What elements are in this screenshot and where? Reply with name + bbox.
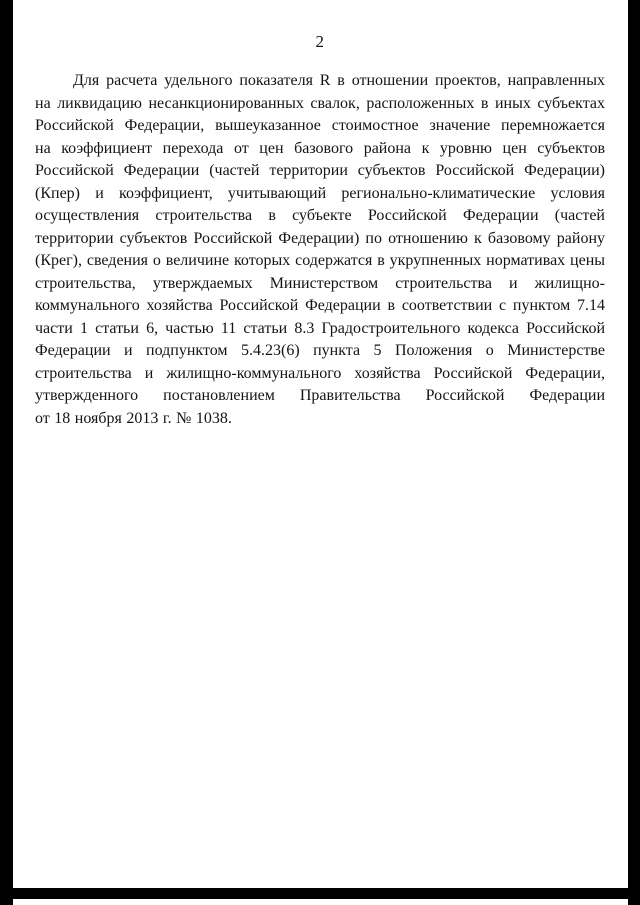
text-line: Российской Федерации (частей территории субъектов Российской Федерации) [35, 162, 605, 179]
text-line: строительства, утверждаемых Министерством строительства и жилищно- [35, 274, 605, 292]
text-line: осуществления строительства в субъекте Российской Федерации (частей [35, 207, 605, 224]
scan-border-right [628, 0, 640, 905]
text-line: на ликвидацию несанкционированных свалок, расположенных в иных субъектах [35, 94, 605, 112]
page-number: 2 [315, 32, 325, 51]
text-line: Для расчета удельного показателя R в отношении проектов, направленных [73, 72, 605, 89]
text-line: Российской Федерации, вышеуказанное стоимостное значение перемножается [35, 117, 605, 134]
text-line: Федерации и подпунктом 5.4.23(6) пункта 5 Положения о Министерстве [35, 342, 605, 359]
text-line: строительства и жилищно-коммунального хозяйства Российской Федерации, [35, 364, 605, 382]
text-line: от 18 ноября 2013 г. № 1038. [35, 409, 232, 427]
text-line: на коэффициент перехода от цен базового района к уровню цен субъектов [35, 139, 605, 157]
body-paragraph [35, 70, 605, 430]
text-line: (Крег), сведения о величине которых содержатся в укрупненных нормативах цены [35, 252, 605, 269]
text-line: (Кпер) и коэффициент, учитывающий регионально-климатические условия [35, 184, 605, 202]
text-line: территории субъектов Российской Федерации) по отношению к базовому району [35, 229, 605, 247]
text-line: части 1 статьи 6, частью 11 статьи 8.3 Градостроительного кодекса Российской [35, 319, 605, 337]
text-line: коммунального хозяйства Российской Федерации в соответствии с пунктом 7.14 [35, 297, 605, 314]
text-line: утвержденного постановлением Правительства Российской Федерации [35, 387, 605, 404]
scan-border-left [0, 0, 13, 905]
scan-border-bottom [0, 888, 640, 899]
